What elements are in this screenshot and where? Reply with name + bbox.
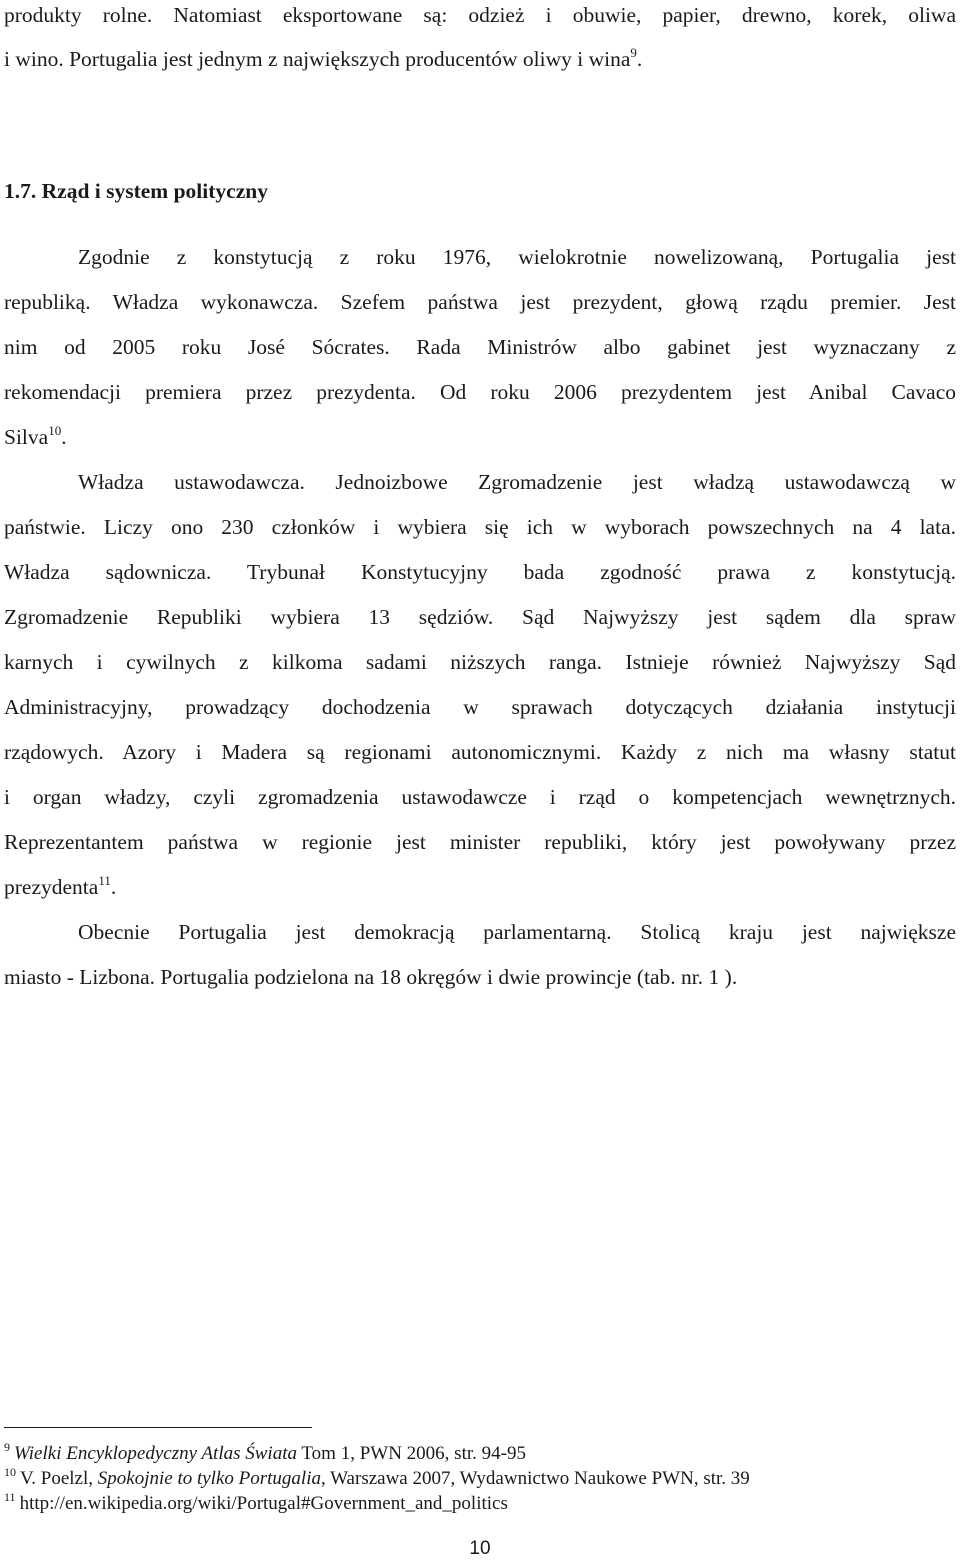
footnote-text: , Warszawa 2007, Wydawnictwo Naukowe PWN, str. 39 bbox=[320, 1468, 750, 1489]
text-line bbox=[4, 422, 956, 452]
section-heading: 1.7. Rząd i system polityczny bbox=[4, 179, 268, 203]
footnote-text: Tom 1, PWN 2006, str. 94-95 bbox=[297, 1443, 526, 1464]
footnote-number: 11 bbox=[4, 1490, 16, 1504]
text-line: Administracyjny, prowadzący dochodzenia w sprawach dotyczących działania instytucji bbox=[4, 695, 956, 719]
text-line: rekomendacji premiera przez prezydenta. Od roku 2006 prezydentem jest Anibal Cavaco bbox=[4, 380, 956, 404]
text-line: państwie. Liczy ono 230 członków i wybiera się ich w wyborach powszechnych na 4 lata. bbox=[4, 515, 956, 539]
footnote-link[interactable]: http://en.wikipedia.org/wiki/Portugal#Government_and_politics bbox=[19, 1493, 508, 1514]
text-line: karnych i cywilnych z kilkoma sadami niższych ranga. Istnieje również Najwyższy Sąd bbox=[4, 650, 956, 674]
page-number: 10 bbox=[469, 1538, 491, 1559]
text-line: i organ władzy, czyli zgromadzenia ustawodawcze i rząd o kompetencjach wewnętrznych. bbox=[4, 785, 956, 809]
text-span: Silva bbox=[4, 425, 49, 449]
footnote-title: Wielki Encyklopedyczny Atlas Świata bbox=[14, 1443, 297, 1464]
footnote bbox=[4, 1467, 956, 1491]
text-span: i wino. Portugalia jest jednym z największych producentów oliwy i wina bbox=[4, 47, 631, 71]
text-line: rządowych. Azory i Madera są regionami autonomicznymi. Każdy z nich ma własny statut bbox=[4, 740, 956, 764]
text-line: miasto - Lizbona. Portugalia podzielona na 18 okręgów i dwie prowincje (tab. nr. 1 ). bbox=[4, 965, 738, 989]
footnote-title: Spokojnie to tylko Portugalia bbox=[97, 1468, 321, 1489]
footnote-number: 9 bbox=[4, 1440, 10, 1454]
footnote-text: V. Poelzl, bbox=[20, 1468, 98, 1489]
footnote-separator bbox=[4, 1427, 312, 1428]
text-span: . bbox=[110, 875, 117, 899]
footnote bbox=[4, 1442, 956, 1466]
text-line: produkty rolne. Natomiast eksportowane są: odzież i obuwie, papier, drewno, korek, oliwa bbox=[4, 3, 956, 27]
text-line: Obecnie Portugalia jest demokracją parlamentarną. Stolicą kraju jest największe bbox=[78, 920, 956, 944]
footnote-ref[interactable]: 10 bbox=[48, 423, 62, 438]
text-line: Władza ustawodawcza. Jednoizbowe Zgromadzenie jest władzą ustawodawczą w bbox=[78, 470, 956, 494]
footnote-number: 10 bbox=[4, 1465, 16, 1479]
text-span: prezydenta bbox=[4, 875, 99, 899]
text-line bbox=[4, 44, 956, 74]
footnote bbox=[4, 1492, 956, 1516]
text-line: republiką. Władza wykonawcza. Szefem państwa jest prezydent, głową rządu premier. Jest bbox=[4, 290, 956, 314]
text-line: nim od 2005 roku José Sócrates. Rada Ministrów albo gabinet jest wyznaczany z bbox=[4, 335, 956, 359]
footnote-ref[interactable]: 9 bbox=[630, 45, 637, 60]
text-line: Zgromadzenie Republiki wybiera 13 sędziów. Sąd Najwyższy jest sądem dla spraw bbox=[4, 605, 956, 629]
text-line: Zgodnie z konstytucją z roku 1976, wielokrotnie nowelizowaną, Portugalia jest bbox=[78, 245, 956, 269]
text-span: . bbox=[636, 47, 643, 71]
text-span: . bbox=[61, 425, 67, 449]
footnote-ref[interactable]: 11 bbox=[98, 873, 111, 888]
text-line: Reprezentantem państwa w regionie jest minister republiki, który jest powoływany przez bbox=[4, 830, 956, 854]
text-line bbox=[4, 872, 956, 902]
text-line: Władza sądownicza. Trybunał Konstytucyjny bada zgodność prawa z konstytucją. bbox=[4, 560, 956, 584]
